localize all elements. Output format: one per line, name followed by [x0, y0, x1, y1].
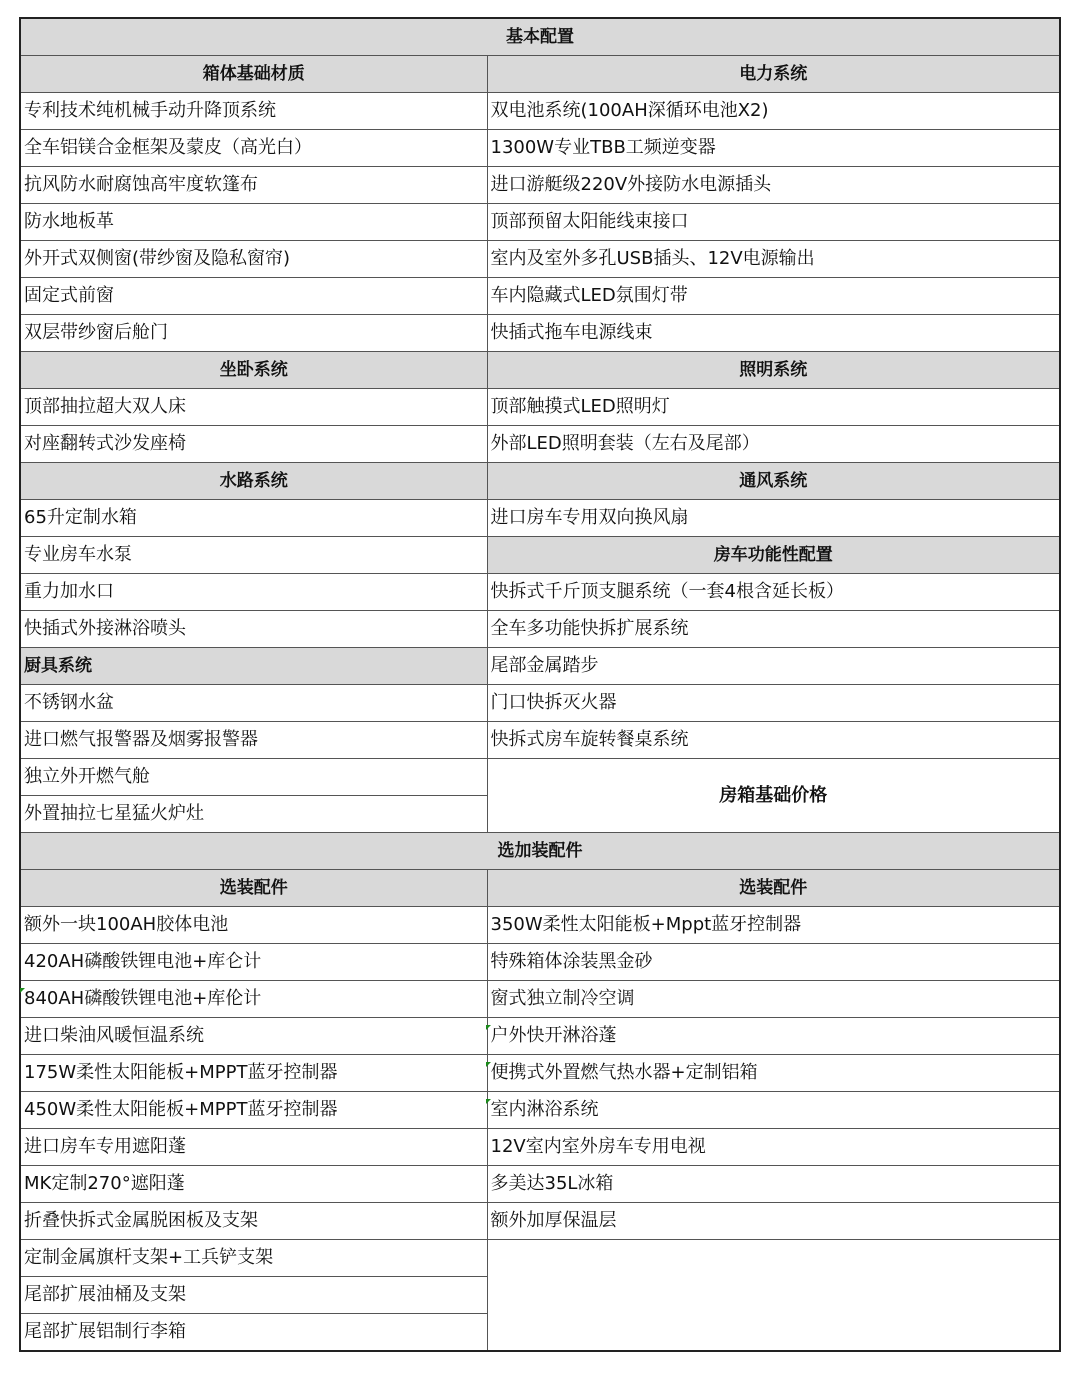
table-cell: 全车铝镁合金框架及蒙皮（高光白） [20, 130, 487, 167]
empty-cell [487, 1240, 1060, 1352]
table-cell: 顶部触摸式LED照明灯 [487, 389, 1060, 426]
table-cell: 全车多功能快拆扩展系统 [487, 611, 1060, 648]
table-cell: 顶部预留太阳能线束接口 [487, 204, 1060, 241]
table-cell: 快拆式房车旋转餐桌系统 [487, 722, 1060, 759]
table-cell: 快拆式千斤顶支腿系统（一套4根含延长板） [487, 574, 1060, 611]
table-cell: 进口房车专用双向换风扇 [487, 500, 1060, 537]
table-cell: 额外加厚保温层 [487, 1203, 1060, 1240]
table-cell: 专业房车水泵 [20, 537, 487, 574]
table-cell: 65升定制水箱 [20, 500, 487, 537]
table-cell: 室内淋浴系统 [487, 1092, 1060, 1129]
table-cell: 175W柔性太阳能板+MPPT蓝牙控制器 [20, 1055, 487, 1092]
table-cell: 额外一块100AH胶体电池 [20, 907, 487, 944]
table-cell: 防水地板革 [20, 204, 487, 241]
table-cell: 420AH磷酸铁锂电池+库仑计 [20, 944, 487, 981]
table-cell: 便携式外置燃气热水器+定制铝箱 [487, 1055, 1060, 1092]
table-cell: 抗风防水耐腐蚀高牢度软篷布 [20, 167, 487, 204]
water-system-header: 水路系统 [20, 463, 487, 500]
table-cell: 尾部扩展铝制行李箱 [20, 1314, 487, 1352]
cell-comment-marker [20, 988, 25, 993]
table-cell: 重力加水口 [20, 574, 487, 611]
basic-config-header: 基本配置 [20, 18, 1060, 56]
table-cell: 专利技术纯机械手动升降顶系统 [20, 93, 487, 130]
table-cell: 尾部金属踏步 [487, 648, 1060, 685]
table-cell: 双电池系统(100AH深循环电池X2) [487, 93, 1060, 130]
table-cell: 折叠快拆式金属脱困板及支架 [20, 1203, 487, 1240]
table-cell: 进口燃气报警器及烟雾报警器 [20, 722, 487, 759]
table-cell: 进口房车专用遮阳蓬 [20, 1129, 487, 1166]
options-right-header: 选装配件 [487, 870, 1060, 907]
table-cell: 外置抽拉七星猛火炉灶 [20, 796, 487, 833]
table-cell: 定制金属旗杆支架+工兵铲支架 [20, 1240, 487, 1277]
options-left-header: 选装配件 [20, 870, 487, 907]
optional-parts-header: 选加装配件 [20, 833, 1060, 870]
table-cell: 多美达35L冰箱 [487, 1166, 1060, 1203]
table-cell: 户外快开淋浴蓬 [487, 1018, 1060, 1055]
rv-function-header: 房车功能性配置 [487, 537, 1060, 574]
base-price-label: 房箱基础价格 [487, 759, 1060, 833]
table-cell: 独立外开燃气舱 [20, 759, 487, 796]
table-cell: 1300W专业TBB工频逆变器 [487, 130, 1060, 167]
table-cell: MK定制270°遮阳蓬 [20, 1166, 487, 1203]
table-cell: 快插式外接淋浴喷头 [20, 611, 487, 648]
box-material-header: 箱体基础材质 [20, 56, 487, 93]
table-cell: 350W柔性太阳能板+Mppt蓝牙控制器 [487, 907, 1060, 944]
table-cell: 门口快拆灭火器 [487, 685, 1060, 722]
table-cell: 室内及室外多孔USB插头、12V电源输出 [487, 241, 1060, 278]
table-cell: 12V室内室外房车专用电视 [487, 1129, 1060, 1166]
table-cell: 车内隐藏式LED氛围灯带 [487, 278, 1060, 315]
power-system-header: 电力系统 [487, 56, 1060, 93]
table-cell: 快插式拖车电源线束 [487, 315, 1060, 352]
table-cell: 顶部抽拉超大双人床 [20, 389, 487, 426]
ventilation-system-header: 通风系统 [487, 463, 1060, 500]
table-cell: 进口游艇级220V外接防水电源插头 [487, 167, 1060, 204]
cell-comment-marker [486, 1025, 491, 1030]
table-cell: 840AH磷酸铁锂电池+库伦计 [20, 981, 487, 1018]
config-table [19, 17, 1061, 1352]
table-cell: 450W柔性太阳能板+MPPT蓝牙控制器 [20, 1092, 487, 1129]
table-cell: 窗式独立制冷空调 [487, 981, 1060, 1018]
table-cell: 进口柴油风暖恒温系统 [20, 1018, 487, 1055]
table-cell: 双层带纱窗后舱门 [20, 315, 487, 352]
table-cell: 对座翻转式沙发座椅 [20, 426, 487, 463]
table-cell: 特殊箱体涂装黑金砂 [487, 944, 1060, 981]
table-cell: 尾部扩展油桶及支架 [20, 1277, 487, 1314]
table-cell: 不锈钢水盆 [20, 685, 487, 722]
cell-comment-marker [486, 1062, 491, 1067]
seating-system-header: 坐卧系统 [20, 352, 487, 389]
table-cell: 固定式前窗 [20, 278, 487, 315]
kitchen-system-header: 厨具系统 [20, 648, 487, 685]
table-cell: 外部LED照明套装（左右及尾部） [487, 426, 1060, 463]
lighting-system-header: 照明系统 [487, 352, 1060, 389]
table-cell: 外开式双侧窗(带纱窗及隐私窗帘) [20, 241, 487, 278]
cell-comment-marker [486, 1099, 491, 1104]
